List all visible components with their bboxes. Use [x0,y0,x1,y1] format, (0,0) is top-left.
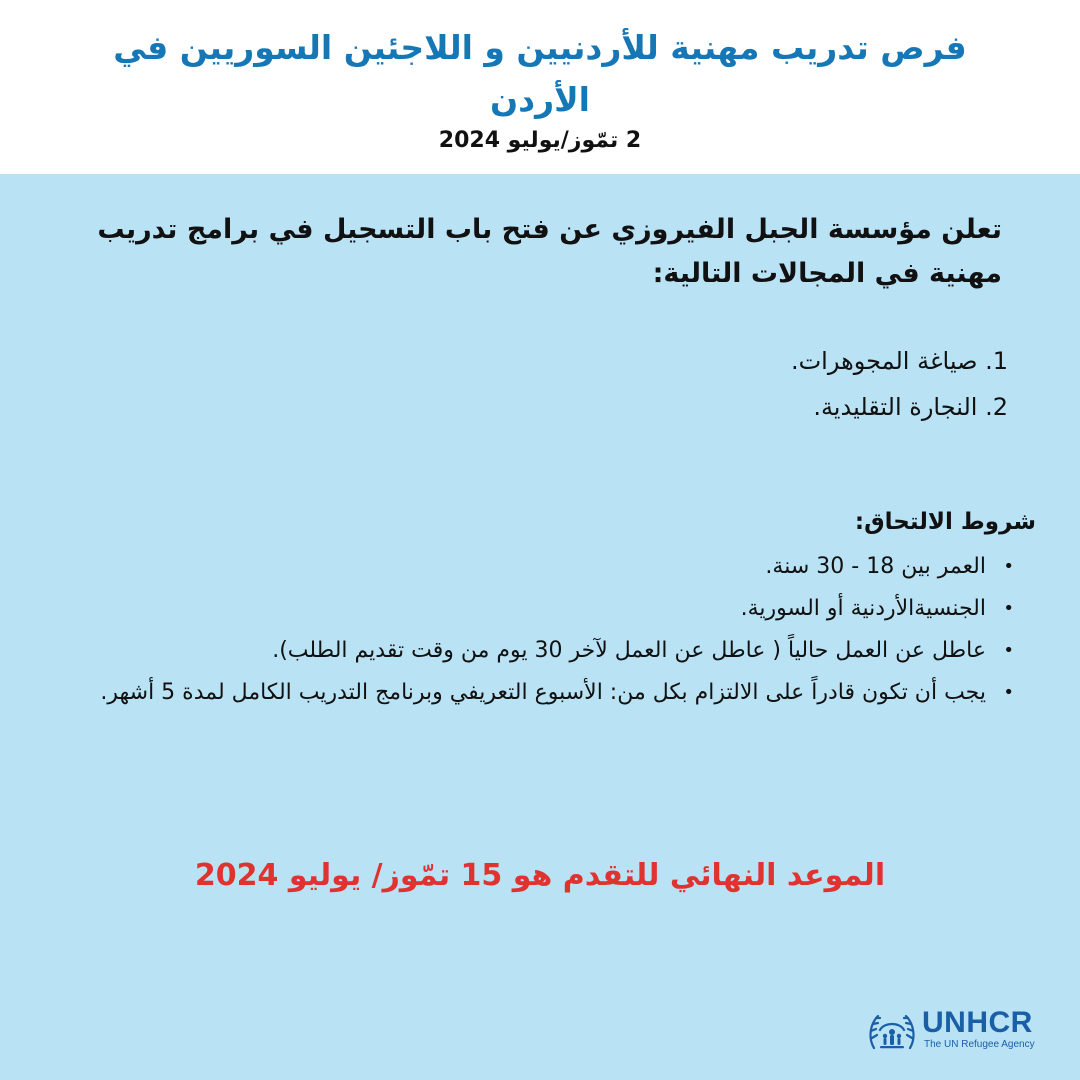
unhcr-logo [866,1008,1056,1056]
bullet-icon: • [1003,682,1014,703]
condition-item [64,630,1014,672]
unhcr-emblem-icon [866,1008,918,1056]
page-title: فرص تدريب مهنية للأردنيين و اللاجئين السوريين في الأردن [113,28,967,119]
field-item: 2. النجارة التقليدية. [813,393,1008,421]
conditions-title: شروط الالتحاق: [854,509,1036,535]
bullet-icon: • [1003,598,1014,619]
condition-item [64,546,1014,588]
bullet-icon: • [1003,556,1014,577]
publish-date: 2 تمّوز/يوليو 2024 [438,128,642,153]
condition-text: العمر بين 18 - 30 سنة. [765,554,986,579]
deadline-text: الموعد النهائي للتقدم هو 15 تمّوز/ يوليو 2024 [194,858,886,893]
logo-wordmark: UNHCR [922,1006,1033,1039]
bullet-icon: • [1003,640,1014,661]
content-panel [0,174,1080,1080]
condition-text: عاطل عن العمل حالياً ( عاطل عن العمل لآخر 30 يوم من وقت تقديم الطلب). [272,638,986,663]
conditions-list [64,546,1014,714]
field-item: 1. صياغة المجوهرات. [790,347,1008,375]
condition-text: الجنسيةالأردنية أو السورية. [740,596,986,621]
condition-item [64,588,1014,630]
logo-tagline: The UN Refugee Agency [924,1039,1035,1050]
intro-text: تعلن مؤسسة الجبل الفيروزي عن فتح باب التسجيل في برامج تدريب مهنية في المجالات التالية: [97,214,1002,289]
condition-item [64,672,1014,714]
condition-text: يجب أن تكون قادراً على الالتزام بكل من: الأسبوع التعريفي وبرنامج التدريب الكامل لمدة 5 أشهر. [100,680,986,705]
fields-list [408,338,1008,430]
header [0,0,1080,174]
